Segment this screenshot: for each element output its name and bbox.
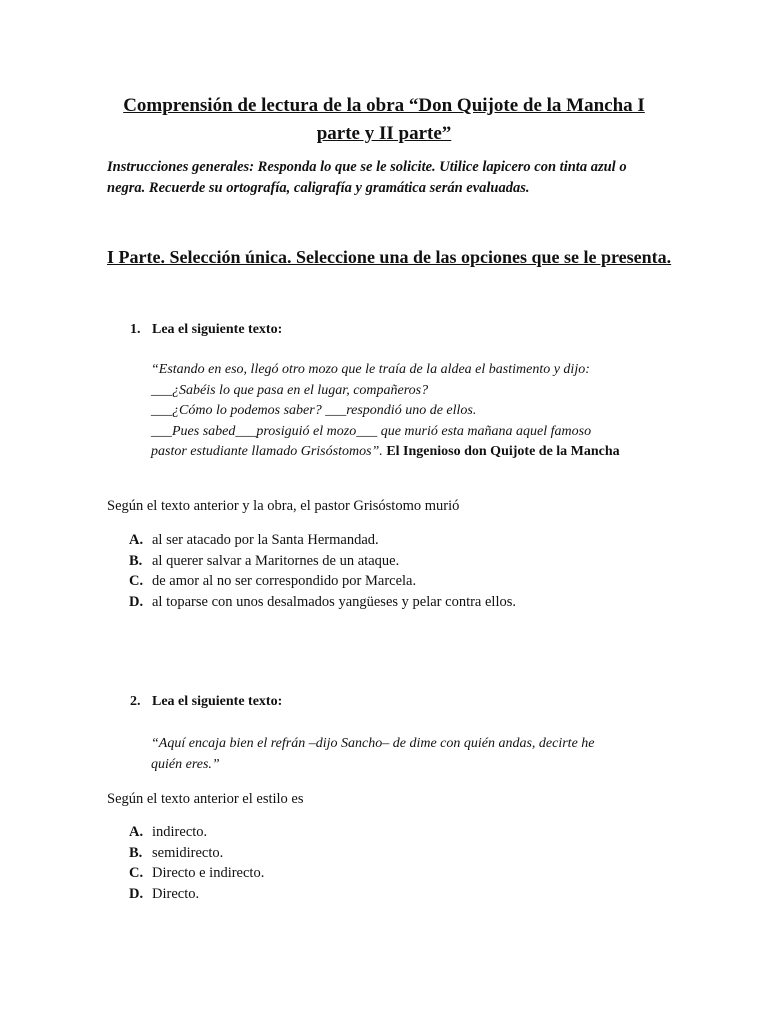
question-2-prompt: Según el texto anterior el estilo es xyxy=(107,791,304,807)
option-letter: A. xyxy=(129,532,144,548)
option-text: Directo e indirecto. xyxy=(152,865,265,881)
document-title xyxy=(100,92,668,148)
option-b[interactable] xyxy=(129,843,264,864)
quote-line: ___Pues sabed___prosiguió el mozo___ que murió esta mañana aquel famoso xyxy=(151,423,592,439)
title-line-1: Comprensión de lectura de la obra “Don Quijote de la Mancha I xyxy=(123,95,645,116)
option-text: Directo. xyxy=(152,885,200,902)
question-1-options xyxy=(129,530,516,612)
option-c[interactable] xyxy=(129,863,264,884)
section-heading: I Parte. Selección única. Seleccione una de las opciones que se le presenta. xyxy=(107,247,672,267)
question-1-quote xyxy=(151,360,691,463)
quote-line-text: pastor estudiante llamado Grisóstomos”. xyxy=(151,444,383,459)
question-2-number: 2. xyxy=(130,694,141,709)
question-1-heading xyxy=(130,320,282,340)
quote-source: El Ingenioso don Quijote de la Mancha xyxy=(386,444,620,459)
quote-line: ___¿Sabéis lo que pasa en el lugar, compañeros? xyxy=(151,382,429,398)
option-letter: D. xyxy=(129,593,144,610)
question-2-options xyxy=(129,822,264,904)
option-text: indirecto. xyxy=(152,824,208,840)
quote-line: “Aquí encaja bien el refrán –dijo Sancho– de dime con quién andas, decirte he xyxy=(151,736,595,751)
option-a[interactable] xyxy=(129,822,264,843)
option-text: al toparse con unos desalmados yangüeses y pelar contra ellos. xyxy=(152,593,517,610)
general-instructions xyxy=(107,157,667,199)
option-d[interactable] xyxy=(129,592,516,613)
option-c[interactable] xyxy=(129,571,516,592)
question-1-heading-text: Lea el siguiente texto: xyxy=(152,322,283,337)
question-1-prompt: Según el texto anterior y la obra, el pastor Grisóstomo murió xyxy=(107,498,460,514)
option-text: al ser atacado por la Santa Hermandad. xyxy=(152,532,379,548)
option-letter: D. xyxy=(129,885,144,902)
option-letter: C. xyxy=(129,865,144,881)
quote-line-last xyxy=(151,442,691,463)
option-letter: B. xyxy=(129,552,143,569)
question-2-heading-text: Lea el siguiente texto: xyxy=(152,694,283,709)
option-letter: B. xyxy=(129,844,143,861)
option-a[interactable] xyxy=(129,530,516,551)
option-d[interactable] xyxy=(129,884,264,905)
title-line-2: parte y II parte” xyxy=(316,123,452,144)
question-1-number: 1. xyxy=(130,322,141,337)
option-letter: C. xyxy=(129,573,144,589)
quote-line: “Estando en eso, llegó otro mozo que le traía de la aldea el bastimento y dijo: xyxy=(151,362,590,377)
quote-line: quién eres.” xyxy=(151,756,220,772)
question-2-quote xyxy=(151,734,691,775)
option-text: semidirecto. xyxy=(152,844,224,861)
instructions-line-2: negra. Recuerde su ortografía, caligrafía y gramática serán evaluadas. xyxy=(107,180,530,196)
instructions-line-1: Instrucciones generales: Responda lo que se le solicite. Utilice lapicero con tinta azul o xyxy=(107,159,627,175)
quote-line: ___¿Cómo lo podemos saber? ___respondió uno de ellos. xyxy=(151,403,477,418)
option-text: de amor al no ser correspondido por Marcela. xyxy=(152,573,417,589)
option-letter: A. xyxy=(129,824,144,840)
option-b[interactable] xyxy=(129,551,516,572)
question-2-heading xyxy=(130,692,282,712)
option-text: al querer salvar a Maritornes de un ataque. xyxy=(152,552,400,569)
